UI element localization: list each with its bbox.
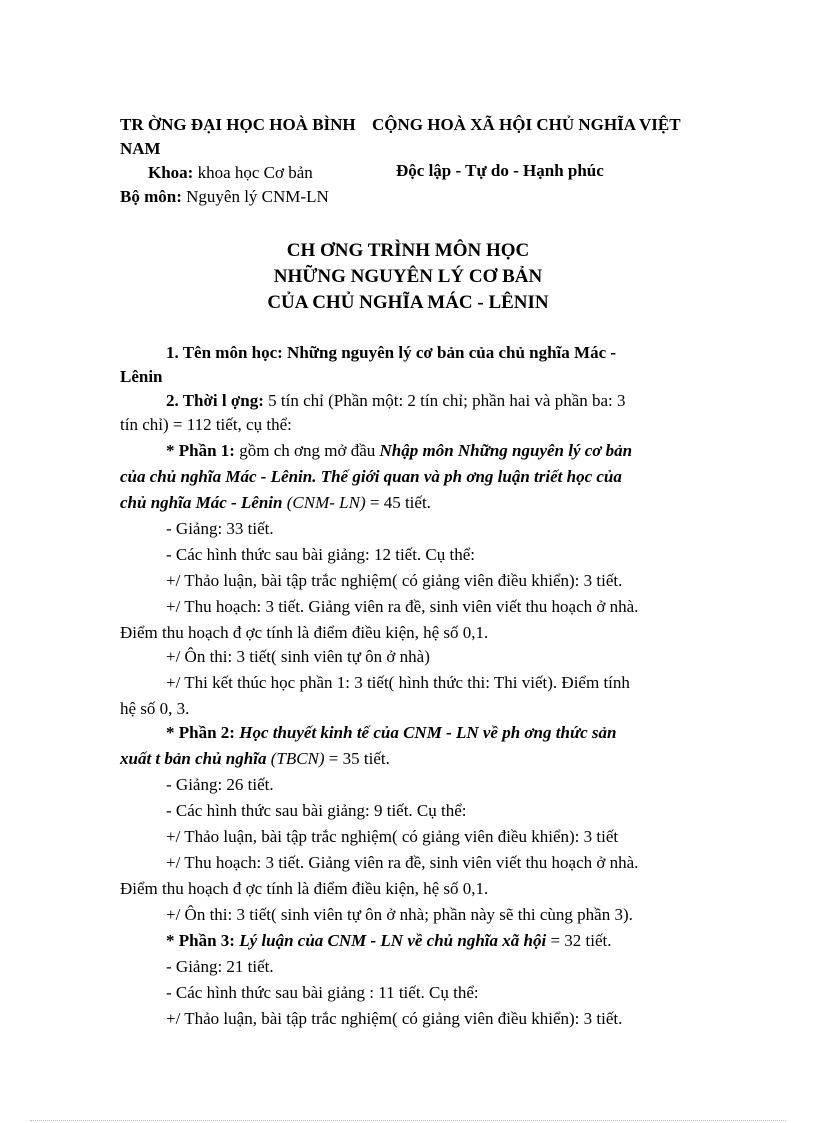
part2-title-a: Học thuyết kinh tế của CNM - LN về ph ơng thức sản [234, 723, 617, 742]
page-title-line3: CỦA CHỦ NGHĨA MÁC - LÊNIN [267, 292, 549, 313]
section2-label: 2. Thời l ợng: [166, 391, 264, 410]
header-country [372, 114, 681, 136]
section2-text: 5 tín chỉ (Phần một: 2 tín chỉ; phần hai và phần ba: 3 [263, 391, 626, 410]
part1-review-b: tự ôn ở nhà) [347, 647, 430, 666]
part1-review-a: +/ Ôn thi: 3 tiết( sinh viên [166, 647, 347, 666]
header-university [120, 114, 356, 136]
part2-lecture: - Giảng: 26 tiết. [166, 775, 274, 794]
part1-hours: = 45 tiết. [365, 493, 431, 512]
part3-lecture: - Giảng: 21 tiết. [166, 957, 274, 976]
part3-title: Lý luận của CNM - LN về chủ nghĩa xã hội [234, 931, 547, 950]
part1-exam-a: +/ Thi kết thúc học phần 1: 3 tiết( [166, 673, 395, 692]
part1-review [166, 646, 430, 668]
part3-hours: = 32 tiết. [546, 931, 612, 950]
part3-discussion: +/ Thảo luận, bài tập trắc nghiệm( có giảng viên điều khiển): 3 tiết. [166, 1009, 623, 1028]
department-label: Bộ môn: [120, 187, 182, 206]
part1-line1 [166, 440, 632, 462]
part2-abbr: (TBCN) [266, 749, 325, 768]
part3-line1 [166, 930, 612, 952]
part1-after-lecture: - Các hình thức sau bài giảng: 12 tiết. Cụ thể: [166, 545, 476, 564]
faculty-line [148, 162, 313, 184]
section2-line2: tín chỉ) = 112 tiết, cụ thể: [120, 415, 292, 434]
part1-title-a: Nhập môn Những nguyên lý cơ bản [379, 441, 633, 460]
part1-title-c: chủ nghĩa Mác - Lênin [120, 493, 283, 512]
part1-intro: gồm ch ơng mở đầu [234, 441, 380, 460]
part1-line3 [120, 492, 431, 514]
part2-line1 [166, 722, 617, 744]
part1-label: * Phần 1: [166, 441, 235, 460]
page-title-line2: NHỮNG NGUYÊN LÝ CƠ BẢN [273, 266, 543, 287]
faculty-value: khoa học Cơ bản [193, 163, 313, 182]
part1-exam-c: Điểm tính [557, 673, 630, 692]
department-value: Nguyên lý CNM-LN [181, 187, 329, 206]
department-line [120, 186, 329, 208]
university-name: TR ỜNG ĐẠI HỌC HOÀ BÌNH [120, 115, 356, 134]
part1-abbr: (CNM- LN) [282, 493, 366, 512]
country-name: CỘNG HOÀ XÃ HỘI CHỦ NGHĨA VIỆT [372, 115, 681, 134]
part2-discussion: +/ Thảo luận, bài tập trắc nghiệm( có giảng viên điều khiển): 3 tiết [166, 827, 619, 846]
section1-line1: 1. Tên môn học: Những nguyên lý cơ bản của chủ nghĩa Mác - [166, 343, 617, 362]
faculty-label: Khoa: [148, 163, 194, 182]
part1-exam [166, 672, 630, 694]
part3-after-lecture: - Các hình thức sau bài giảng : 11 tiết. Cụ thể: [166, 983, 479, 1002]
part2-report-2: Điểm thu hoạch đ ợc tính là điểm điều kiện, hệ số 0,1. [120, 879, 489, 898]
part1-lecture: - Giảng: 33 tiết. [166, 519, 274, 538]
part2-label: * Phần 2: [166, 723, 235, 742]
section2-line1 [166, 390, 626, 412]
section1-line2: Lênin [120, 367, 163, 386]
part2-report-1: +/ Thu hoạch: 3 tiết. Giảng viên ra đề, sinh viên viết thu hoạch ở nhà. [166, 853, 639, 872]
part2-review: +/ Ôn thi: 3 tiết( sinh viên tự ôn ở nhà; phần này sẽ thi cùng phần 3). [166, 905, 633, 924]
page-bottom-rule [30, 1120, 786, 1121]
part2-title-b: xuất t bản chủ nghĩa [120, 749, 267, 768]
header-country-cont: NAM [120, 139, 161, 158]
motto: Độc lập - Tự do - Hạnh phúc [396, 161, 604, 180]
part1-report-2: Điểm thu hoạch đ ợc tính là điểm điều kiện, hệ số 0,1. [120, 623, 489, 642]
part1-coefficient: hệ số 0, 3. [120, 699, 190, 718]
part1-exam-b: hình thức thi: Thi viết). [394, 673, 558, 692]
page-title-line1: CH ƠNG TRÌNH MÔN HỌC [286, 240, 530, 261]
part2-line2 [120, 748, 390, 770]
part1-line2: của chủ nghĩa Mác - Lênin. Thế giới quan và ph ơng luận triết học của [120, 467, 622, 486]
part1-report-1: +/ Thu hoạch: 3 tiết. Giảng viên ra đề, sinh viên viết thu hoạch ở nhà. [166, 597, 639, 616]
part2-after-lecture: - Các hình thức sau bài giảng: 9 tiết. Cụ thể: [166, 801, 467, 820]
part1-discussion: +/ Thảo luận, bài tập trắc nghiệm( có giảng viên điều khiển): 3 tiết. [166, 571, 623, 590]
part2-hours: = 35 tiết. [324, 749, 390, 768]
part3-label: * Phần 3: [166, 931, 235, 950]
